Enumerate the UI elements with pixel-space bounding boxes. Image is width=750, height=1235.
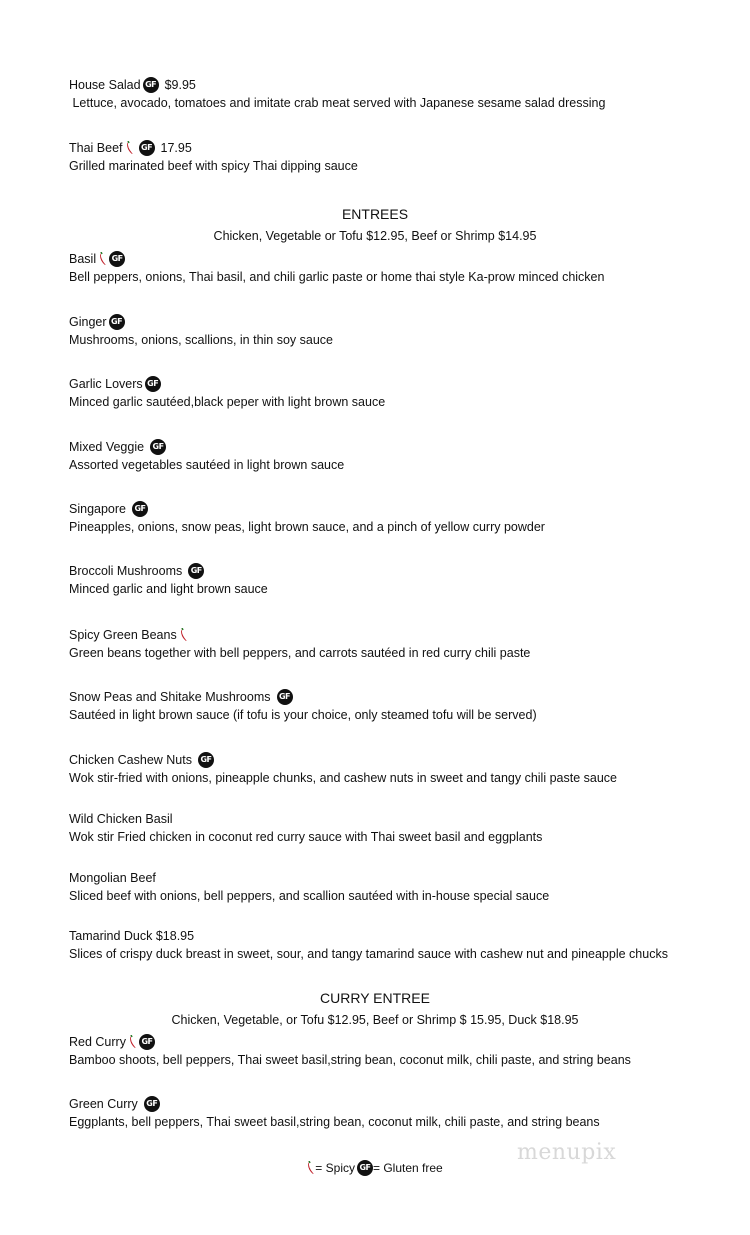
item-description: Bell peppers, onions, Thai basil, and chili garlic paste or home thai style Ka-prow minced chicken [69, 270, 605, 284]
item-name: Broccoli Mushrooms [69, 564, 183, 578]
gluten-free-icon: GF [357, 1160, 373, 1176]
item-description: Minced garlic sautéed,black peper with light brown sauce [69, 395, 386, 409]
item-description: Sautéed in light brown sauce (if tofu is your choice, only steamed tofu will be served) [69, 708, 537, 722]
menu-item-snow-peas-shitake [69, 688, 709, 726]
item-price: $9.95 [164, 78, 196, 92]
menu-item-basil [69, 250, 709, 288]
item-description: Lettuce, avocado, tomatoes and imitate crab meat served with Japanese sesame salad dressing [69, 96, 606, 110]
menu-item-red-curry [69, 1033, 709, 1071]
menu-item-garlic-lovers [69, 375, 709, 413]
item-description: Pineapples, onions, snow peas, light brown sauce, and a pinch of yellow curry powder [69, 520, 545, 534]
menu-item-mixed-veggie [69, 438, 709, 476]
item-price: 17.95 [160, 141, 192, 155]
watermark: menupix [517, 1140, 617, 1165]
section-subheading-curry: Chicken, Vegetable, or Tofu $12.95, Beef or Shrimp $ 15.95, Duck $18.95 [171, 1013, 579, 1027]
item-name: Singapore [69, 502, 126, 516]
gluten-free-icon: GF [145, 376, 161, 392]
gluten-free-icon: GF [132, 501, 148, 517]
item-description: Green beans together with bell peppers, and carrots sautéed in red curry chili paste [69, 646, 531, 660]
legend-gluten-free-label: = Gluten free [372, 1161, 443, 1175]
legend-spicy-label: = Spicy [315, 1161, 355, 1175]
item-description: Wok stir-fried with onions, pineapple chunks, and cashew nuts in sweet and tangy chili paste sauce [69, 771, 617, 785]
gluten-free-icon: GF [144, 1096, 160, 1112]
legend [0, 1160, 750, 1176]
menu-item-spicy-green-beans [69, 626, 709, 664]
item-name: House Salad [69, 78, 141, 92]
item-name: Garlic Lovers [69, 377, 143, 391]
chili-pepper-icon [307, 1161, 315, 1175]
item-description: Eggplants, bell peppers, Thai sweet basil,string bean, coconut milk, chili paste, and string beans [69, 1115, 600, 1129]
section-heading-entrees: ENTREES [341, 206, 409, 222]
item-name: Snow Peas and Shitake Mushrooms [69, 690, 271, 704]
item-name: Green Curry [69, 1097, 138, 1111]
item-name: Basil [69, 252, 97, 266]
chili-pepper-icon [126, 141, 134, 155]
menu-item-broccoli-mushrooms [69, 562, 709, 600]
item-name: Tamarind Duck $18.95 [69, 929, 195, 943]
gluten-free-icon: GF [109, 251, 125, 267]
item-description: Bamboo shoots, bell peppers, Thai sweet basil,string bean, coconut milk, chili paste, and string beans [69, 1053, 631, 1067]
menu-item-house-salad [69, 76, 709, 114]
menu-item-ginger [69, 313, 709, 351]
item-name: Spicy Green Beans [69, 628, 177, 642]
menu-item-thai-beef [69, 139, 709, 177]
gluten-free-icon: GF [150, 439, 166, 455]
item-description: Wok stir Fried chicken in coconut red curry sauce with Thai sweet basil and eggplants [69, 830, 543, 844]
chili-pepper-icon [99, 252, 107, 266]
gluten-free-icon: GF [139, 140, 155, 156]
menu-item-chicken-cashew-nuts [69, 751, 709, 789]
section-heading-curry: CURRY ENTREE [320, 990, 430, 1006]
chili-pepper-icon [129, 1035, 137, 1049]
gluten-free-icon: GF [198, 752, 214, 768]
gluten-free-icon: GF [139, 1034, 155, 1050]
gluten-free-icon: GF [109, 314, 125, 330]
menu-item-wild-chicken-basil [69, 810, 709, 848]
item-description: Sliced beef with onions, bell peppers, and scallion sautéed with in-house special sauce [69, 889, 550, 903]
item-name: Chicken Cashew Nuts [69, 753, 192, 767]
item-name: Mongolian Beef [69, 871, 156, 885]
menu-item-mongolian-beef [69, 869, 709, 907]
chili-pepper-icon [180, 628, 188, 642]
item-description: Mushrooms, onions, scallions, in thin soy sauce [69, 333, 334, 347]
menu-item-singapore [69, 500, 709, 538]
item-description: Minced garlic and light brown sauce [69, 582, 268, 596]
gluten-free-icon: GF [143, 77, 159, 93]
item-description: Assorted vegetables sautéed in light brown sauce [69, 458, 345, 472]
item-name: Ginger [69, 315, 107, 329]
gluten-free-icon: GF [277, 689, 293, 705]
menu-item-green-curry [69, 1095, 709, 1133]
item-name: Thai Beef [69, 141, 123, 155]
section-subheading-entrees: Chicken, Vegetable or Tofu $12.95, Beef or Shrimp $14.95 [213, 229, 537, 243]
item-name: Mixed Veggie [69, 440, 145, 454]
item-name: Wild Chicken Basil [69, 812, 173, 826]
menu-item-tamarind-duck [69, 927, 709, 965]
gluten-free-icon: GF [188, 563, 204, 579]
item-description: Slices of crispy duck breast in sweet, sour, and tangy tamarind sauce with cashew nut and pineapple chucks [69, 947, 668, 961]
item-name: Red Curry [69, 1035, 126, 1049]
item-description: Grilled marinated beef with spicy Thai dipping sauce [69, 159, 358, 173]
